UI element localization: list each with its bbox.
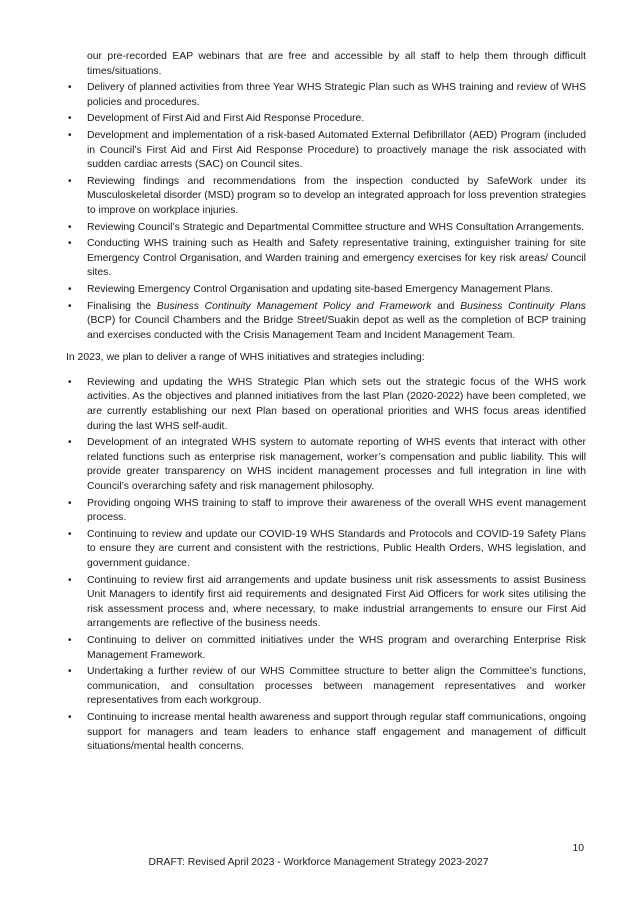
bullet-icon: • — [68, 574, 72, 586]
bullet-icon: • — [68, 634, 72, 646]
list-item: • Continuing to review first aid arrangements and update business unit risk assessments to assist Business Unit Managers to identify first aid requirements and designated First Aid Officers for work sites utilising the risk assessment process and, where necessary, to make industrial arrangements to ensure our First Aid arrangements are reflective of the business needs. — [68, 574, 586, 630]
list-item: • Continuing to increase mental health awareness and support through regular staff communications, ongoing support for managers and team leaders to enhance staff engagement and management of difficult situations/mental health concerns. — [68, 711, 586, 753]
list-item: • Conducting WHS training such as Health and Safety representative training, extinguisher training for site Emergency Control Organisation, and Warden training and emergency exercises for key risk areas/ Council sites. — [68, 238, 586, 279]
list-item: • Providing ongoing WHS training to staff to improve their awareness of the overall WHS event management process. — [68, 497, 586, 524]
list-item: • Development of First Aid and First Aid Response Procedure. — [66, 112, 586, 127]
page-number: 10 — [572, 843, 584, 854]
bullet-icon: • — [68, 497, 72, 509]
bullet-icon: • — [68, 221, 72, 233]
bullet-icon: • — [68, 175, 72, 187]
list-item: • Reviewing findings and recommendations from the inspection conducted by SafeWork under its Musculoskeletal disorder (MSD) program so to develop an integrated approach for loss prevention strategies to improve on workplace injuries. — [68, 175, 587, 216]
bullet-icon: • — [68, 300, 72, 312]
bullet-icon: • — [68, 666, 72, 678]
list-item: • Reviewing and updating the WHS Strategic Plan which sets out the strategic focus of the WHS work activities. As the objectives and planned initiatives from the last Plan (2020-2022) have been completed, we are currently establishing our next Plan based on operational priorities and WHS focus areas identified during the last WHS self-audit. — [68, 376, 586, 432]
bullet-icon: • — [68, 129, 72, 141]
list-item: • Continuing to deliver on committed initiatives under the WHS program and overarching Enterprise Risk Management Framework. — [68, 634, 586, 661]
list-item: • Undertaking a further review of our WHS Committee structure to better align the Committee’s functions, communication, and consultation processes between management representatives and worker representatives from each workgroup. — [68, 666, 586, 707]
bullet-icon: • — [68, 113, 72, 125]
bullet-icon: • — [68, 711, 72, 723]
page-footer: DRAFT: Revised April 2023 - Workforce Management Strategy 2023-2027 — [148, 857, 489, 868]
list-item: • Reviewing Emergency Control Organisation and updating site-based Emergency Management Plans. — [66, 283, 586, 298]
list-item: • Development of an integrated WHS system to automate reporting of WHS events that interact with other related functions such as enterprise risk management, worker’s compensation and public liability. This will provide greater transparency on WHS incident management processes and full integration in line with Council’s overarching safety and risk management philosophy. — [68, 437, 586, 493]
bullet-icon: • — [68, 283, 72, 295]
bullet-icon: • — [68, 238, 72, 250]
planned-initiatives-list — [66, 376, 586, 755]
list-item: • Reviewing Council’s Strategic and Departmental Committee structure and WHS Consultation Arrangements. — [66, 221, 586, 236]
bullet-icon: • — [68, 82, 72, 94]
bullet-icon: • — [68, 437, 72, 449]
list-item: • Continuing to review and update our COVID-19 WHS Standards and Protocols and COVID-19 Safety Plans to ensure they are current and consistent with the restrictions, Public Health Orders, WHS legislation, and government guidance. — [68, 528, 586, 569]
page-content — [66, 50, 586, 757]
plan-2023-intro: In 2023, we plan to deliver a range of WHS initiatives and strategies including: — [66, 352, 425, 364]
list-item: • Delivery of planned activities from three Year WHS Strategic Plan such as WHS training and review of WHS policies and procedures. — [68, 82, 586, 108]
continuation-paragraph: our pre-recorded EAP webinars that are free and accessible by all staff to help them through difficult times/situations. — [87, 51, 586, 77]
bullet-icon: • — [68, 528, 72, 540]
bullet-icon: • — [68, 376, 72, 388]
list-item-bcp: • Finalising the Business Continuity Management Policy and Framework and Business Continuity Plans (BCP) for Council Chambers and the Bridge Street/Suakin depot as well as the completion of BCP training and exercises conducted with the Crisis Management Team and Incident Management Team. — [68, 300, 586, 341]
completed-initiatives-list — [66, 81, 586, 343]
list-item: • Development and implementation of a risk-based Automated External Defibrillator (AED) Program (included in Council’s First Aid and First Aid Response Procedure) to proactively manage the risk associated with sudden cardiac arrests (SAC) on Council sites. — [68, 129, 586, 171]
